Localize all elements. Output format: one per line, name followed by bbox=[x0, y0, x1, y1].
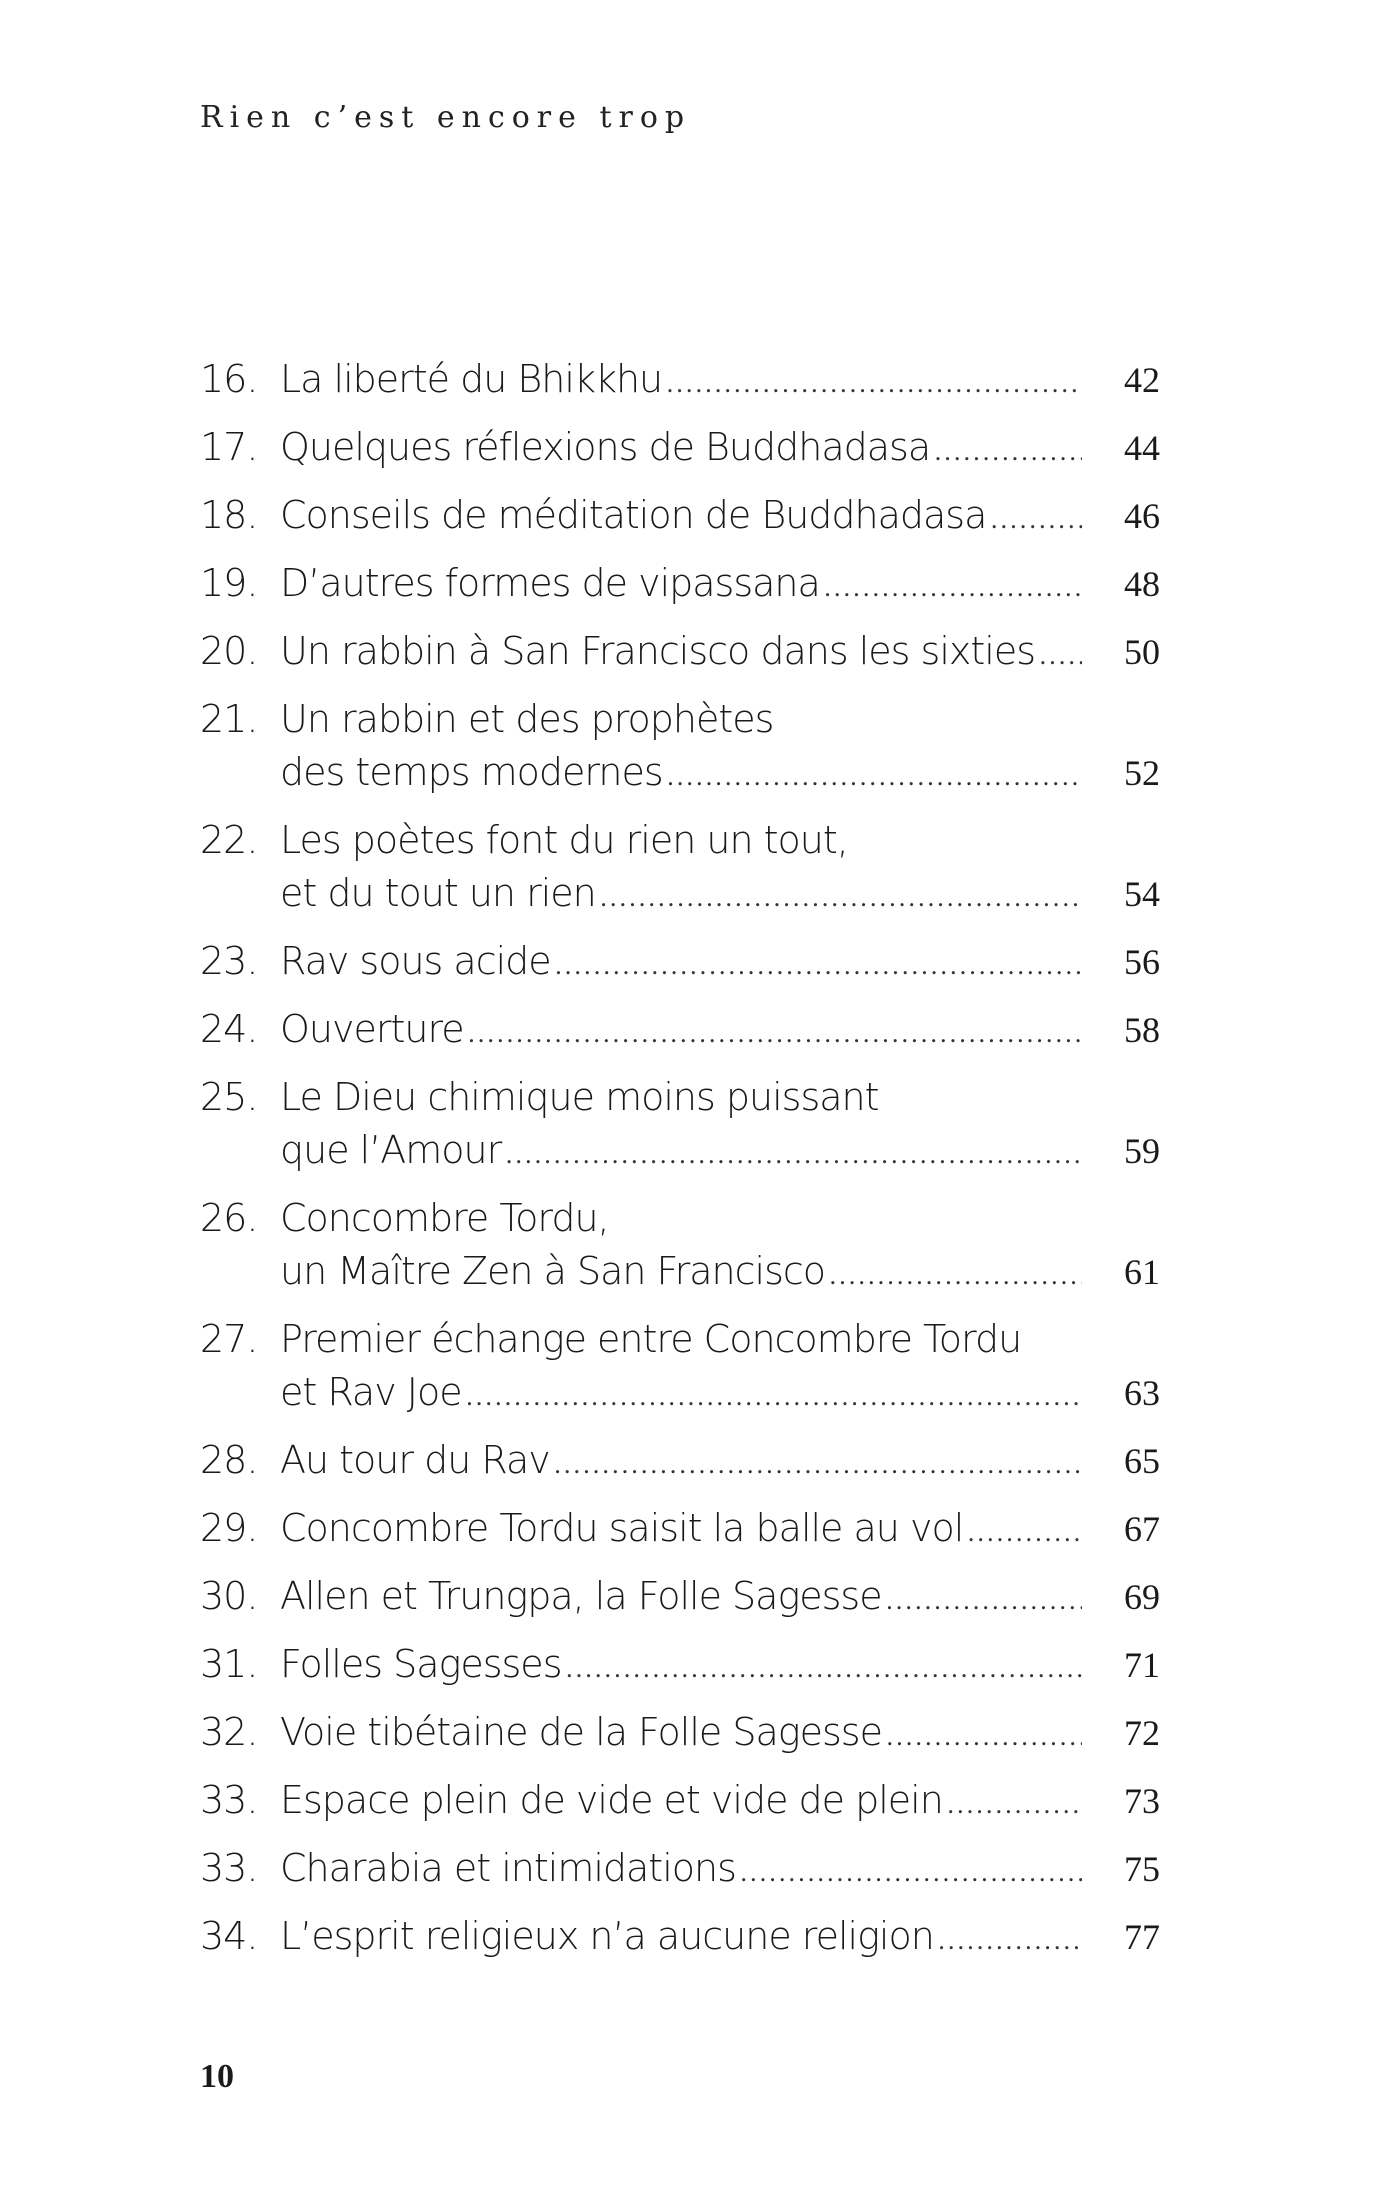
toc-entry-page: 65 bbox=[1124, 1441, 1160, 1481]
toc-entry-text: Concombre Tordu saisit la balle au vol bbox=[280, 1506, 964, 1550]
dot-leader bbox=[824, 562, 1082, 615]
toc-entry-page: 59 bbox=[1124, 1131, 1160, 1171]
toc-entry-number: 23. bbox=[200, 939, 258, 983]
toc-entry bbox=[200, 413, 1160, 481]
toc-entry-number: 22. bbox=[200, 818, 258, 862]
toc-entry-text: Un rabbin à San Francisco dans les sixties bbox=[280, 629, 1035, 673]
toc-entry-number: 25. bbox=[200, 1075, 258, 1119]
toc-entry-text: Rav sous acide bbox=[280, 939, 551, 983]
dot-leader bbox=[886, 1711, 1082, 1764]
toc-entry-number: 20. bbox=[200, 629, 258, 673]
toc-entry-title bbox=[280, 1902, 1160, 1968]
toc-entry bbox=[200, 1698, 1160, 1766]
toc-entry-title bbox=[280, 1063, 1160, 1182]
toc-entry-text: La liberté du Bhikkhu bbox=[280, 357, 663, 401]
dot-leader bbox=[566, 1643, 1083, 1696]
toc-entry-line bbox=[280, 1245, 1160, 1303]
toc-entry-page: 69 bbox=[1124, 1577, 1160, 1617]
toc-entry-title bbox=[280, 549, 1160, 615]
dot-leader bbox=[938, 1915, 1082, 1968]
toc-entry-text: Au tour du Rav bbox=[280, 1438, 550, 1482]
toc-entry-number: 33. bbox=[200, 1846, 258, 1890]
toc-entry-page: 72 bbox=[1124, 1713, 1160, 1753]
toc-entry-text: Folles Sagesses bbox=[280, 1642, 562, 1686]
toc-entry-title bbox=[280, 345, 1160, 411]
toc-entry-page: 52 bbox=[1124, 753, 1160, 793]
dot-leader bbox=[666, 358, 1082, 411]
toc-entry bbox=[200, 1305, 1160, 1426]
toc-entry-page: 67 bbox=[1124, 1509, 1160, 1549]
table-of-contents bbox=[200, 345, 1160, 1970]
toc-entry-title bbox=[280, 927, 1160, 993]
toc-entry-line bbox=[280, 693, 1160, 746]
page-number: 10 bbox=[200, 2058, 234, 2095]
toc-entry-page: 61 bbox=[1124, 1252, 1160, 1292]
toc-entry-title bbox=[280, 1562, 1160, 1628]
toc-entry bbox=[200, 927, 1160, 995]
toc-entry-title bbox=[280, 685, 1160, 804]
toc-entry-title bbox=[280, 1630, 1160, 1696]
toc-entry bbox=[200, 1063, 1160, 1184]
toc-entry-page: 46 bbox=[1124, 496, 1160, 536]
toc-entry-text: Conseils de méditation de Buddhadasa bbox=[280, 493, 987, 537]
toc-entry-page: 44 bbox=[1124, 428, 1160, 468]
toc-entry bbox=[200, 617, 1160, 685]
toc-entry-line bbox=[280, 935, 1160, 993]
toc-entry bbox=[200, 345, 1160, 413]
toc-entry-text: et Rav Joe bbox=[280, 1370, 462, 1414]
toc-entry-number: 17. bbox=[200, 425, 258, 469]
toc-entry-line bbox=[280, 1638, 1160, 1696]
toc-entry-number: 31. bbox=[200, 1642, 258, 1686]
toc-entry-text: L’esprit religieux n’a aucune religion bbox=[280, 1914, 934, 1958]
toc-entry-text: Charabia et intimidations bbox=[280, 1846, 736, 1890]
dot-leader bbox=[947, 1779, 1082, 1832]
toc-entry bbox=[200, 1562, 1160, 1630]
toc-entry-line bbox=[280, 1071, 1160, 1124]
dot-leader bbox=[555, 940, 1082, 993]
dot-leader bbox=[829, 1250, 1082, 1303]
dot-leader bbox=[667, 751, 1082, 804]
toc-entry-line bbox=[280, 1910, 1160, 1968]
toc-entry-text: que l’Amour bbox=[280, 1128, 502, 1172]
toc-entry-line bbox=[280, 1434, 1160, 1492]
toc-entry-number: 21. bbox=[200, 697, 258, 741]
toc-entry-text: Premier échange entre Concombre Tordu bbox=[280, 1317, 1022, 1361]
toc-entry-page: 73 bbox=[1124, 1781, 1160, 1821]
toc-entry-number: 30. bbox=[200, 1574, 258, 1618]
toc-entry-text: Concombre Tordu, bbox=[280, 1196, 609, 1240]
toc-entry-number: 29. bbox=[200, 1506, 258, 1550]
toc-entry-text: Espace plein de vide et vide de plein bbox=[280, 1778, 943, 1822]
toc-entry-line bbox=[280, 1774, 1160, 1832]
toc-entry-number: 24. bbox=[200, 1007, 258, 1051]
toc-entry bbox=[200, 1766, 1160, 1834]
toc-entry-line bbox=[280, 421, 1160, 479]
toc-entry-page: 63 bbox=[1124, 1373, 1160, 1413]
toc-entry-page: 48 bbox=[1124, 564, 1160, 604]
dot-leader bbox=[468, 1008, 1082, 1061]
toc-entry-title bbox=[280, 806, 1160, 925]
toc-entry-line bbox=[280, 1003, 1160, 1061]
toc-entry-line bbox=[280, 557, 1160, 615]
toc-entry-page: 77 bbox=[1124, 1917, 1160, 1957]
toc-entry-number: 27. bbox=[200, 1317, 258, 1361]
toc-entry-text: Un rabbin et des prophètes bbox=[280, 697, 774, 741]
toc-entry bbox=[200, 685, 1160, 806]
toc-entry-page: 71 bbox=[1124, 1645, 1160, 1685]
toc-entry-line bbox=[280, 625, 1160, 683]
dot-leader bbox=[967, 1507, 1082, 1560]
toc-entry bbox=[200, 1494, 1160, 1562]
toc-entry-number: 28. bbox=[200, 1438, 258, 1482]
toc-entry-number: 34. bbox=[200, 1914, 258, 1958]
toc-entry-text: D’autres formes de vipassana bbox=[280, 561, 820, 605]
toc-entry bbox=[200, 995, 1160, 1063]
toc-entry-line bbox=[280, 1366, 1160, 1424]
toc-entry-line bbox=[280, 489, 1160, 547]
toc-entry bbox=[200, 1184, 1160, 1305]
toc-entry bbox=[200, 481, 1160, 549]
toc-entry-line bbox=[280, 814, 1160, 867]
toc-entry-line bbox=[280, 746, 1160, 804]
toc-entry-line bbox=[280, 1502, 1160, 1560]
toc-entry-number: 33. bbox=[200, 1778, 258, 1822]
toc-entry-line bbox=[280, 867, 1160, 925]
toc-entry-text: un Maître Zen à San Francisco bbox=[280, 1249, 826, 1293]
toc-entry-title bbox=[280, 1766, 1160, 1832]
toc-entry-text: Le Dieu chimique moins puissant bbox=[280, 1075, 879, 1119]
toc-entry-text: des temps modernes bbox=[280, 750, 663, 794]
toc-entry-title bbox=[280, 1305, 1160, 1424]
toc-entry-line bbox=[280, 1570, 1160, 1628]
toc-entry-title bbox=[280, 1698, 1160, 1764]
dot-leader bbox=[466, 1371, 1082, 1424]
toc-entry-text: et du tout un rien bbox=[280, 871, 596, 915]
toc-entry-page: 50 bbox=[1124, 632, 1160, 672]
toc-entry-line bbox=[280, 1192, 1160, 1245]
dot-leader bbox=[1039, 630, 1082, 683]
toc-entry-line bbox=[280, 1842, 1160, 1900]
toc-entry-page: 58 bbox=[1124, 1010, 1160, 1050]
toc-entry-number: 16. bbox=[200, 357, 258, 401]
toc-entry bbox=[200, 1902, 1160, 1970]
toc-entry bbox=[200, 806, 1160, 927]
toc-entry-line bbox=[280, 1313, 1160, 1366]
toc-entry-title bbox=[280, 1834, 1160, 1900]
toc-entry-number: 19. bbox=[200, 561, 258, 605]
toc-entry bbox=[200, 1630, 1160, 1698]
toc-entry-text: Quelques réflexions de Buddhadasa bbox=[280, 425, 931, 469]
toc-entry-text: Voie tibétaine de la Folle Sagesse bbox=[280, 1710, 882, 1754]
toc-entry-line bbox=[280, 353, 1160, 411]
dot-leader bbox=[505, 1129, 1082, 1182]
toc-entry bbox=[200, 1834, 1160, 1902]
toc-entry-page: 75 bbox=[1124, 1849, 1160, 1889]
toc-entry bbox=[200, 549, 1160, 617]
toc-entry-title bbox=[280, 1494, 1160, 1560]
toc-entry-line bbox=[280, 1706, 1160, 1764]
toc-entry-number: 26. bbox=[200, 1196, 258, 1240]
dot-leader bbox=[554, 1439, 1082, 1492]
toc-entry-title bbox=[280, 413, 1160, 479]
dot-leader bbox=[600, 872, 1082, 925]
dot-leader bbox=[934, 426, 1082, 479]
toc-entry-page: 42 bbox=[1124, 360, 1160, 400]
toc-entry-title bbox=[280, 1184, 1160, 1303]
toc-entry-title bbox=[280, 995, 1160, 1061]
toc-entry-text: Les poètes font du rien un tout, bbox=[280, 818, 848, 862]
toc-entry bbox=[200, 1426, 1160, 1494]
dot-leader bbox=[740, 1847, 1082, 1900]
toc-entry-number: 32. bbox=[200, 1710, 258, 1754]
toc-entry-page: 56 bbox=[1124, 942, 1160, 982]
dot-leader bbox=[990, 494, 1082, 547]
toc-entry-text: Allen et Trungpa, la Folle Sagesse bbox=[280, 1574, 882, 1618]
dot-leader bbox=[886, 1575, 1082, 1628]
toc-entry-text: Ouverture bbox=[280, 1007, 464, 1051]
toc-entry-number: 18. bbox=[200, 493, 258, 537]
toc-entry-title bbox=[280, 1426, 1160, 1492]
toc-entry-title bbox=[280, 617, 1160, 683]
running-head: Rien c’est encore trop bbox=[200, 100, 692, 135]
toc-entry-line bbox=[280, 1124, 1160, 1182]
toc-entry-title bbox=[280, 481, 1160, 547]
toc-entry-page: 54 bbox=[1124, 874, 1160, 914]
